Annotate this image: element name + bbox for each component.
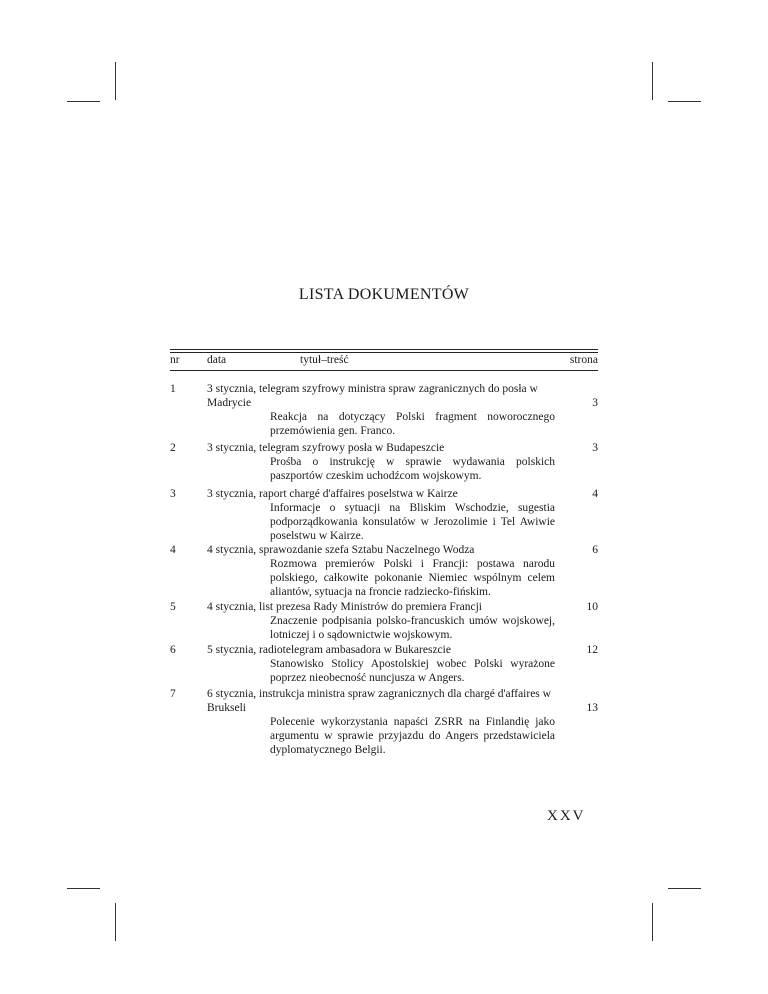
row-description: Prośba o instrukcję w sprawie wydawania polskich paszportów czeskim uchodźcom wojskowym. [270, 456, 555, 482]
crop-mark-bottom-left-horizontal [67, 888, 100, 889]
row-description: Reakcja na dotyczący Polski fragment noworocznego przemówienia gen. Franco. [270, 411, 555, 437]
header-page: strona [569, 354, 598, 366]
row-heading: 4 stycznia, list prezesa Rady Ministrów do premiera Francji [207, 601, 482, 613]
row-page: 3 [592, 397, 598, 409]
crop-mark-top-right-horizontal [668, 101, 701, 102]
row-number: 4 [170, 544, 176, 556]
header-date: data [207, 354, 227, 366]
row-number: 3 [170, 488, 176, 500]
row-description: Rozmowa premierów Polski i Francji: postawa narodu polskiego, całkowite pokonanie Niemiec wspólnym celem aliantów, sytuacja na froncie radziecko-fińskim. [270, 558, 555, 598]
page-title: LISTA DOKUMENTÓW [298, 286, 470, 303]
row-page: 12 [586, 644, 598, 656]
row-page: 4 [592, 488, 598, 500]
row-number: 2 [170, 442, 176, 454]
table-rule-top-inner [170, 352, 598, 353]
row-description: Stanowisko Stolicy Apostolskiej wobec Polski wyrażone poprzez nieobecność nuncjusza w Angers. [270, 658, 555, 684]
page-folio: XXV [547, 808, 586, 824]
row-heading: 4 stycznia, sprawozdanie szefa Sztabu Naczelnego Wodza [207, 544, 475, 556]
crop-mark-bottom-right-vertical [652, 903, 653, 941]
row-number: 7 [170, 688, 176, 700]
crop-mark-top-left-vertical [115, 62, 116, 100]
row-description: Znaczenie podpisania polsko-francuskich umów wojskowej, lotniczej i o sądownictwie wojskowym. [270, 615, 555, 641]
table-rule-header-bottom [170, 370, 598, 371]
crop-mark-bottom-left-vertical [115, 903, 116, 941]
header-nr: nr [170, 354, 180, 366]
row-number: 6 [170, 644, 176, 656]
row-number: 1 [170, 383, 176, 395]
row-page: 6 [592, 544, 598, 556]
row-heading: 6 stycznia, instrukcja ministra spraw zagranicznych dla chargé d'affaires w Brukseli [207, 688, 551, 714]
crop-mark-top-left-horizontal [67, 101, 100, 102]
crop-mark-bottom-right-horizontal [668, 888, 701, 889]
crop-mark-top-right-vertical [652, 62, 653, 100]
row-page: 3 [592, 442, 598, 454]
table-rule-top [170, 349, 598, 350]
row-description: Informacje o sytuacji na Bliskim Wschodzie, sugestia podporządkowania konsulatów w Jerozolimie i Tel Awiwie poselstwu w Kairze. [270, 502, 555, 542]
row-number: 5 [170, 601, 176, 613]
row-heading: 3 stycznia, telegram szyfrowy ministra spraw zagranicznych do posła w Madrycie [207, 383, 538, 409]
row-heading: 3 stycznia, raport chargé d'affaires poselstwa w Kairze [207, 488, 458, 500]
row-page: 10 [586, 601, 598, 613]
header-title: tytuł–treść [300, 354, 349, 366]
row-heading: 3 stycznia, telegram szyfrowy posła w Budapeszcie [207, 442, 445, 454]
row-description: Polecenie wykorzystania napaści ZSRR na Finlandię jako argumentu w sprawie przyjazdu do Angers przedstawiciela dyplomatycznego Belgii. [270, 716, 555, 756]
row-heading: 5 stycznia, radiotelegram ambasadora w Bukareszcie [207, 644, 451, 656]
row-page: 13 [586, 702, 598, 714]
